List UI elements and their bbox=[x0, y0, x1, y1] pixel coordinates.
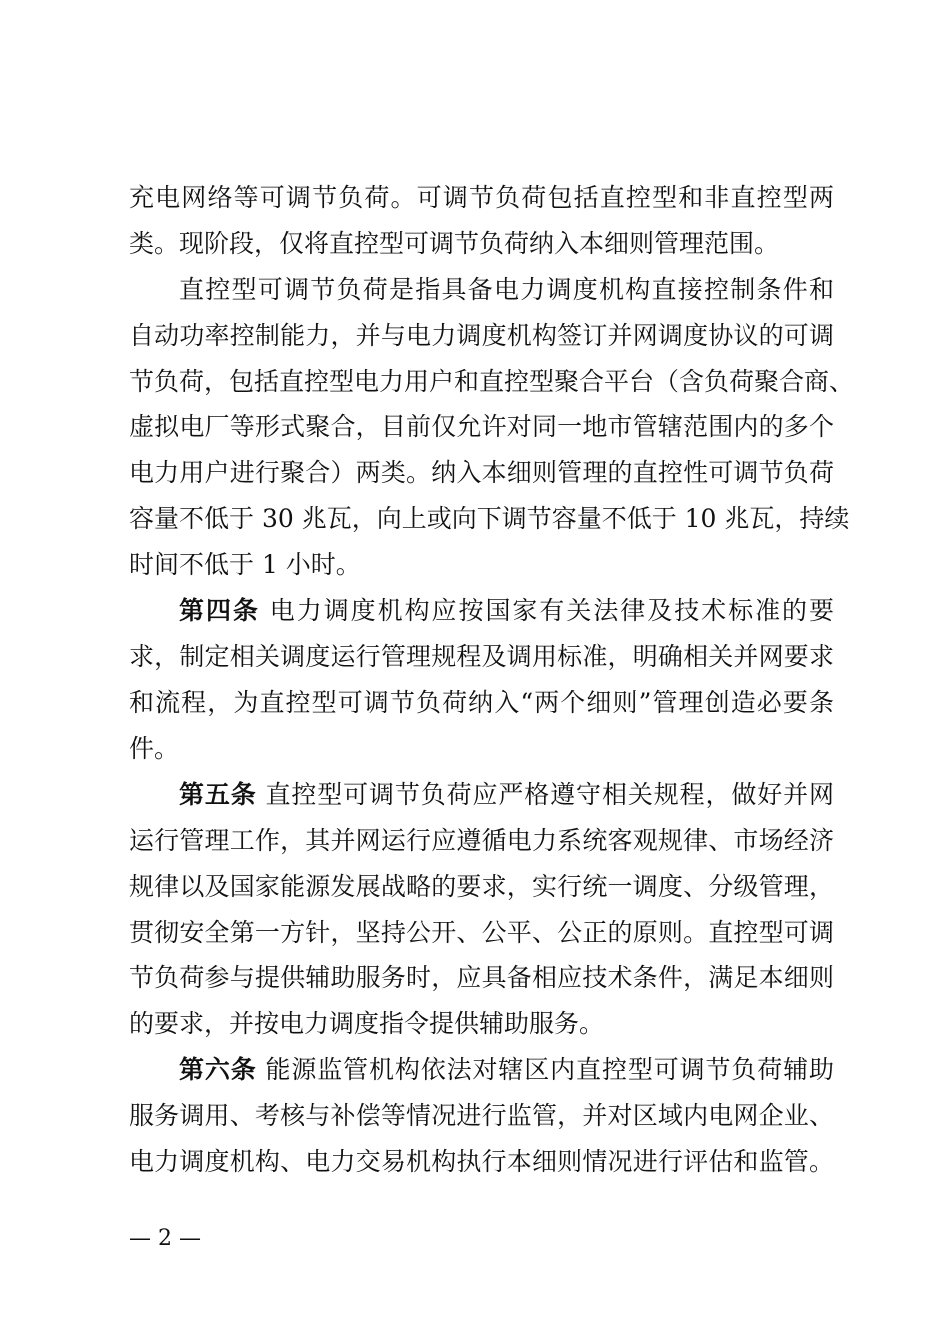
article-6-heading: 第六条 bbox=[179, 1055, 257, 1084]
paragraph-2-line-3: 节负荷，包括直控型电力用户和直控型聚合平台（含负荷聚合商、 bbox=[129, 367, 855, 396]
article-5-line-2: 运行管理工作，其并网运行应遵循电力系统客观规律、市场经济 bbox=[129, 826, 834, 855]
article-4-line-1-text: 电力调度机构应按国家有关法律及技术标准的要 bbox=[259, 596, 834, 625]
article-6-line-3: 电力调度机构、电力交易机构执行本细则情况进行评估和监管。 bbox=[129, 1147, 834, 1176]
article-6-line-1-text: 能源监管机构依法对辖区内直控型可调节负荷辅助 bbox=[256, 1055, 834, 1084]
article-5-heading: 第五条 bbox=[179, 780, 257, 809]
article-4-line-3: 和流程，为直控型可调节负荷纳入“两个细则”管理创造必要条 bbox=[129, 688, 834, 717]
paragraph-2-line-5: 电力用户进行聚合）两类。纳入本细则管理的直控性可调节负荷 bbox=[129, 458, 834, 487]
article-5-line-4: 贯彻安全第一方针，坚持公开、公平、公正的原则。直控型可调 bbox=[129, 918, 834, 947]
article-4-line-1 bbox=[179, 594, 834, 628]
paragraph-2-line-7: 时间不低于 1 小时。 bbox=[129, 550, 361, 579]
paragraph-1-line-1: 充电网络等可调节负荷。可调节负荷包括直控型和非直控型两 bbox=[129, 183, 834, 212]
article-4-heading: 第四条 bbox=[179, 596, 260, 625]
article-4-line-4: 件。 bbox=[129, 734, 180, 763]
paragraph-2-line-2: 自动功率控制能力，并与电力调度机构签订并网调度协议的可调 bbox=[129, 321, 834, 350]
paragraph-2-line-1: 直控型可调节负荷是指具备电力调度机构直接控制条件和 bbox=[179, 275, 834, 304]
article-5-line-1 bbox=[179, 778, 834, 812]
article-5-line-1-text: 直控型可调节负荷应严格遵守相关规程，做好并网 bbox=[256, 780, 834, 809]
article-4-line-2: 求，制定相关调度运行管理规程及调用标准，明确相关并网要求 bbox=[129, 642, 834, 671]
article-5-line-3: 规律以及国家能源发展战略的要求，实行统一调度、分级管理， bbox=[129, 872, 834, 901]
paragraph-2-line-4: 虚拟电厂等形式聚合，目前仅允许对同一地市管辖范围内的多个 bbox=[129, 412, 834, 441]
article-5-line-5: 节负荷参与提供辅助服务时，应具备相应技术条件，满足本细则 bbox=[129, 963, 834, 992]
article-6-line-1 bbox=[179, 1053, 834, 1087]
paragraph-1-line-2: 类。现阶段，仅将直控型可调节负荷纳入本细则管理范围。 bbox=[129, 229, 780, 258]
article-6-line-2: 服务调用、考核与补偿等情况进行监管，并对区域内电网企业、 bbox=[129, 1101, 834, 1130]
paragraph-2-line-6: 容量不低于 30 兆瓦，向上或向下调节容量不低于 10 兆瓦，持续 bbox=[129, 504, 850, 533]
article-5-line-6: 的要求，并按电力调度指令提供辅助服务。 bbox=[129, 1009, 605, 1038]
page-number: — 2 — bbox=[129, 1226, 201, 1251]
